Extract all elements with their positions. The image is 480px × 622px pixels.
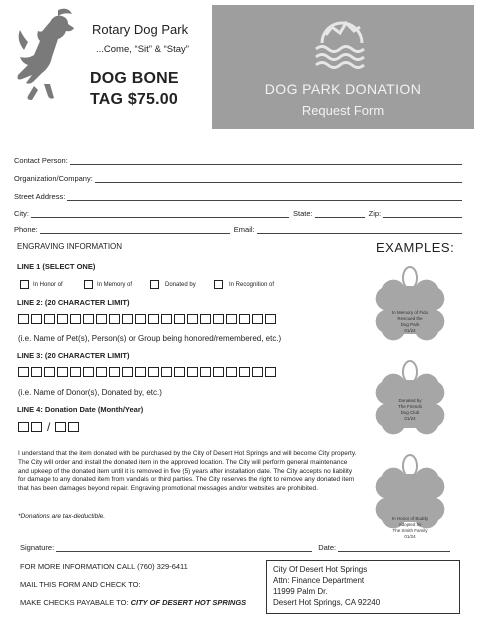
line3-hint: (i.e. Name of Donor(s), Donated by, etc.) — [18, 388, 162, 397]
checks-payee: CITY OF DESERT HOT SPRINGS — [130, 598, 247, 607]
signature-date-row — [20, 543, 450, 552]
tax-note: *Donations are tax-deductible. — [18, 513, 106, 520]
option-donated-by[interactable] — [150, 280, 196, 289]
line2-label: LINE 2: (20 CHARACTER LIMIT) — [17, 298, 130, 307]
in-recognition-label: In Recognition of — [229, 281, 275, 288]
address-line: 11999 Palm Dr. — [273, 587, 328, 596]
terms-paragraph: I understand that the item donated with be purchased by the City of Desert Hot Springs and will become City property. The City will order and install the donated item in the approved location. The City will perform general maintenance and upkeep of the donated item until it is removed in five (5) years after installation date. The City accepts no liability for damage to any donated item from vandals or third parties. The City reserves the right to remove any donated item that has been damages beyond repair. Engraving promotional messages and/or websites are prohibited. — [18, 450, 357, 493]
donated-by-checkbox[interactable] — [150, 280, 159, 289]
state-label: State: — [293, 209, 313, 218]
banner-subtitle: Request Form — [301, 103, 385, 118]
line3-character-boxes[interactable] — [18, 367, 278, 377]
line4-label: LINE 4: Donation Date (Month/Year) — [17, 405, 144, 414]
city-label: City: — [14, 209, 29, 218]
product-title — [90, 68, 179, 110]
phone-label: Phone: — [14, 225, 38, 234]
mailing-address — [266, 560, 460, 614]
product-line-1: DOG BONE — [90, 70, 179, 87]
line2-hint: (i.e. Name of Pet(s), Person(s) or Group being honored/remembered, etc.) — [18, 334, 282, 343]
info-phone: FOR MORE INFORMATION CALL (760) 329-6411 — [20, 562, 188, 571]
sun-waves-logo-icon — [312, 13, 372, 73]
contact-person-label: Contact Person: — [14, 156, 68, 165]
checks-payable — [20, 598, 246, 607]
line2-character-boxes[interactable] — [18, 314, 278, 324]
examples-heading: EXAMPLES: — [376, 240, 455, 255]
option-in-recognition[interactable] — [214, 280, 274, 289]
checks-prefix: MAKE CHECKS PAYABALE TO: — [20, 598, 131, 607]
donation-date-boxes[interactable] — [18, 422, 81, 432]
signature-input[interactable] — [56, 544, 312, 552]
street-address-label: Street Address: — [14, 192, 66, 201]
signature-label: Signature: — [20, 543, 55, 552]
tagline: ...Come, “Sit” & “Stay” — [96, 44, 189, 55]
dog-logo-icon — [10, 6, 90, 102]
email-input[interactable] — [257, 226, 462, 234]
in-recognition-checkbox[interactable] — [214, 280, 223, 289]
tag-text: In Honor of Buddy Adopted by The Smith Family 01/24 — [391, 516, 429, 539]
in-honor-checkbox[interactable] — [20, 280, 29, 289]
option-in-honor[interactable] — [20, 280, 63, 289]
park-name: Rotary Dog Park — [92, 22, 189, 37]
tag-text: In Memory of Fido Rescued the Dog Park 01/24 — [391, 310, 429, 333]
zip-label: Zip: — [368, 209, 382, 218]
line1-label: LINE 1 (SELECT ONE) — [17, 262, 96, 271]
engraving-heading: ENGRAVING INFORMATION — [17, 242, 123, 251]
date-slash: / — [47, 420, 51, 434]
phone-input[interactable] — [40, 226, 230, 234]
city-state-zip-row — [14, 209, 462, 218]
tag-text: Donated by The Friends Dog Club 01/24 — [397, 398, 422, 421]
date-input[interactable] — [338, 544, 450, 552]
organization-label: Organization/Company: — [14, 174, 93, 183]
state-input[interactable] — [315, 210, 365, 218]
banner-title: DOG PARK DONATION — [264, 81, 422, 97]
phone-email-row — [14, 225, 462, 234]
contact-person-field[interactable] — [14, 156, 462, 165]
example-tag — [360, 266, 460, 352]
city-input[interactable] — [31, 210, 289, 218]
example-tag — [360, 360, 460, 446]
product-line-2: TAG $75.00 — [90, 91, 178, 108]
zip-input[interactable] — [383, 210, 462, 218]
example-tag — [360, 454, 460, 540]
email-label: Email: — [233, 225, 255, 234]
bone-tag-icon — [360, 266, 460, 352]
mail-instructions: MAIL THIS FORM AND CHECK TO: — [20, 580, 141, 589]
in-memory-label: In Memory of — [97, 281, 133, 288]
line3-label: LINE 3: (20 CHARACTER LIMIT) — [17, 351, 130, 360]
in-memory-checkbox[interactable] — [84, 280, 93, 289]
date-label: Date: — [318, 543, 337, 552]
address-line: Desert Hot Springs, CA 92240 — [273, 598, 381, 607]
donation-banner — [212, 5, 474, 129]
donated-by-label: Donated by — [165, 281, 196, 288]
address-line: Attn: Finance Department — [273, 576, 365, 585]
option-in-memory[interactable] — [84, 280, 132, 289]
street-address-field[interactable] — [14, 192, 462, 201]
address-line: City Of Desert Hot Springs — [273, 565, 368, 574]
in-honor-label: In Honor of — [33, 281, 63, 288]
organization-field[interactable] — [14, 174, 462, 183]
